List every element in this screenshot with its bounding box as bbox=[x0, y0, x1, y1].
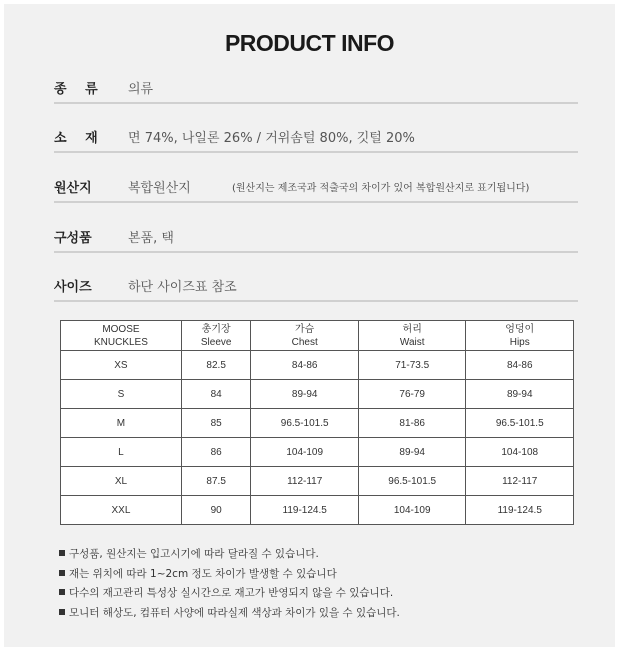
info-label-origin: 원산지 bbox=[54, 181, 92, 196]
info-value-material: 면 74%, 나일론 26% / 거위솜털 80%, 깃털 20% bbox=[128, 131, 415, 146]
table-row bbox=[61, 467, 574, 496]
table-cell: 104-108 bbox=[466, 438, 574, 467]
table-cell: 104-109 bbox=[358, 496, 466, 525]
table-cell: 84 bbox=[181, 380, 251, 409]
table-cell: XXL bbox=[61, 496, 182, 525]
table-cell: 104-109 bbox=[251, 438, 359, 467]
list-item bbox=[59, 565, 400, 585]
table-cell: XS bbox=[61, 351, 182, 380]
table-cell: 84-86 bbox=[466, 351, 574, 380]
header-sleeve bbox=[181, 321, 251, 351]
info-row-size bbox=[54, 276, 578, 302]
table-cell: XL bbox=[61, 467, 182, 496]
note-text: 구성품, 원산지는 입고시기에 따라 달라질 수 있습니다. bbox=[69, 548, 319, 560]
table-row bbox=[61, 438, 574, 467]
header-hips-en: Hips bbox=[509, 336, 530, 348]
table-cell: 112-117 bbox=[251, 467, 359, 496]
info-row-components bbox=[54, 227, 578, 253]
table-cell: 89-94 bbox=[251, 380, 359, 409]
info-value-components: 본품, 택 bbox=[128, 231, 174, 246]
table-cell: 82.5 bbox=[181, 351, 251, 380]
info-value-origin: 복합원산지 bbox=[128, 181, 191, 196]
table-cell: 119-124.5 bbox=[251, 496, 359, 525]
note-text: 재는 위치에 따라 1~2cm 정도 차이가 발생할 수 있습니다 bbox=[69, 567, 337, 580]
table-cell: 96.5-101.5 bbox=[466, 409, 574, 438]
square-bullet-icon bbox=[59, 589, 65, 595]
table-cell: M bbox=[61, 409, 182, 438]
table-cell: 85 bbox=[181, 409, 251, 438]
header-hips bbox=[466, 321, 574, 351]
header-sleeve-en: Sleeve bbox=[200, 336, 232, 348]
header-brand-line1: MOOSE bbox=[102, 323, 140, 335]
info-label-size: 사이즈 bbox=[54, 280, 92, 295]
product-info-panel bbox=[4, 4, 615, 647]
table-cell: 96.5-101.5 bbox=[358, 467, 466, 496]
square-bullet-icon bbox=[59, 550, 65, 556]
note-text: 모니터 해상도, 컴퓨터 사양에 따라실제 색상과 차이가 있을 수 있습니다. bbox=[69, 606, 400, 619]
header-waist bbox=[358, 321, 466, 351]
header-hips-ko: 엉덩이 bbox=[505, 323, 535, 335]
page-title: PRODUCT INFO bbox=[224, 30, 395, 56]
table-cell: 119-124.5 bbox=[466, 496, 574, 525]
size-table-header-row bbox=[61, 321, 574, 351]
header-chest-en: Chest bbox=[291, 336, 318, 348]
list-item bbox=[59, 604, 400, 624]
header-chest bbox=[251, 321, 359, 351]
header-sleeve-ko: 총기장 bbox=[201, 323, 231, 335]
table-row bbox=[61, 409, 574, 438]
table-cell: 81-86 bbox=[358, 409, 466, 438]
table-cell: 84-86 bbox=[251, 351, 359, 380]
table-cell: 71-73.5 bbox=[358, 351, 466, 380]
info-row-material bbox=[54, 127, 578, 153]
list-item bbox=[59, 584, 400, 604]
table-cell: 86 bbox=[181, 438, 251, 467]
table-cell: L bbox=[61, 438, 182, 467]
info-value-size: 하단 사이즈표 참조 bbox=[128, 280, 237, 295]
info-label-type: 종 류 bbox=[54, 82, 98, 97]
table-row bbox=[61, 380, 574, 409]
square-bullet-icon bbox=[59, 609, 65, 615]
list-item bbox=[59, 545, 400, 565]
header-chest-ko: 가슴 bbox=[295, 323, 315, 335]
info-row-type bbox=[54, 78, 578, 104]
header-brand bbox=[61, 321, 182, 351]
header-brand-line2: KNUCKLES bbox=[93, 336, 148, 348]
info-note-origin: (원산지는 제조국과 적출국의 차이가 있어 복합원산지로 표기됩니다) bbox=[232, 183, 530, 194]
info-value-type: 의류 bbox=[128, 82, 154, 97]
note-text: 다수의 재고관리 특성상 실시간으로 재고가 반영되지 않을 수 있습니다. bbox=[69, 587, 394, 599]
table-cell: 89-94 bbox=[358, 438, 466, 467]
notes-list bbox=[59, 545, 400, 623]
table-cell: 76-79 bbox=[358, 380, 466, 409]
info-row-origin bbox=[54, 177, 578, 203]
size-table bbox=[60, 320, 574, 525]
info-label-material: 소 재 bbox=[54, 131, 98, 146]
table-cell: 89-94 bbox=[466, 380, 574, 409]
table-cell: 90 bbox=[181, 496, 251, 525]
table-cell: 112-117 bbox=[466, 467, 574, 496]
header-waist-ko: 허리 bbox=[402, 323, 422, 335]
table-cell: S bbox=[61, 380, 182, 409]
table-row bbox=[61, 496, 574, 525]
table-cell: 87.5 bbox=[181, 467, 251, 496]
square-bullet-icon bbox=[59, 570, 65, 576]
header-waist-en: Waist bbox=[399, 336, 425, 348]
table-cell: 96.5-101.5 bbox=[251, 409, 359, 438]
table-row bbox=[61, 351, 574, 380]
info-label-components: 구성품 bbox=[54, 231, 92, 246]
